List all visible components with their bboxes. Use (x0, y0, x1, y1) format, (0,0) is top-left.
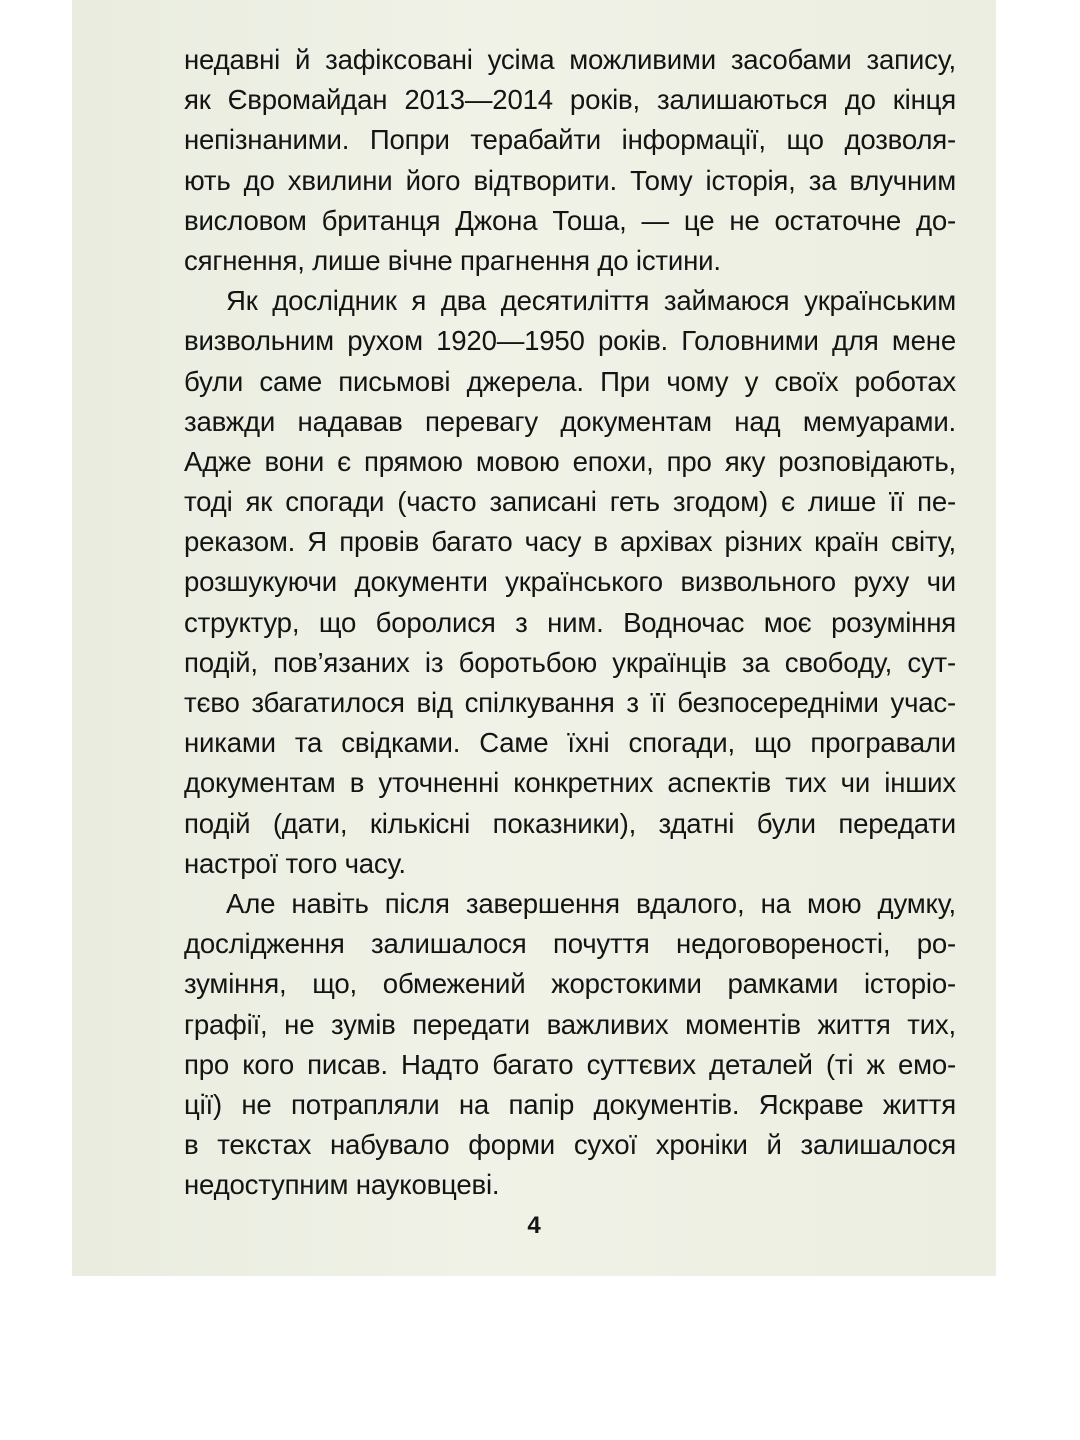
text-line: зуміння, що, обмежений жорстокими рамками історіо- (184, 968, 956, 1000)
text-line: сягнення, лише вічне прагнення до істини. (184, 244, 721, 276)
text-line: подій (дати, кількісні показники), здатні були передати (184, 807, 956, 839)
text-line: непізнаними. Попри терабайти інформації, що дозволя- (184, 124, 956, 156)
text-line: недавні й зафіксовані усіма можливими засобами запису, (184, 44, 956, 75)
paragraph-1 (184, 40, 956, 281)
text-line: тєво збагатилося від спілкування з її безпосередніми учас- (184, 687, 956, 718)
paragraph-2 (184, 281, 956, 884)
page-number: 4 (527, 1212, 541, 1239)
text-line: ції) не потрапляли на папір документів. Яскраве життя (184, 1088, 956, 1120)
text-line: подій, пов’язаних із боротьбою українців за свободу, сут- (184, 646, 956, 678)
text-line: структур, що боролися з ним. Водночас моє розуміння (184, 606, 956, 638)
text-line: Адже вони є прямою мовою епохи, про яку розповідають, (184, 445, 956, 477)
paragraph-3 (184, 884, 956, 1206)
text-line: розшукуючи документи українського визвольного руху чи (184, 566, 956, 598)
text-line: завжди надавав перевагу документам над мемуарами. (184, 405, 956, 437)
text-line: недоступним науковцеві. (184, 1169, 500, 1201)
text-line: графії, не зумів передати важливих моментів життя тих, (184, 1008, 956, 1040)
text-line: в текстах набувало форми сухої хроніки й залишалося (184, 1129, 956, 1161)
body-text (184, 40, 956, 1205)
text-line: були саме письмові джерела. При чому у своїх роботах (184, 365, 956, 397)
text-line: никами та свідками. Саме їхні спогади, що програвали (184, 727, 956, 759)
text-line: дослідження залишалося почуття недоговореності, ро- (184, 928, 956, 960)
text-line: висловом британця Джона Тоша, — це не остаточне до- (184, 204, 956, 236)
text-line: Як дослідник я два десятиліття займаюся українським (226, 285, 956, 317)
text-line: Але навіть після завершення вдалого, на мою думку, (226, 887, 956, 919)
text-line: ють до хвилини його відтворити. Тому історія, за влучним (184, 164, 956, 196)
text-line: тоді як спогади (часто записані геть згодом) є лише її пе- (184, 486, 956, 518)
text-line: настрої того часу. (184, 847, 406, 879)
text-line: про кого писав. Надто багато суттєвих деталей (ті ж емо- (184, 1048, 956, 1080)
book-page (72, 0, 996, 1276)
text-line: визвольним рухом 1920—1950 років. Головними для мене (184, 325, 956, 357)
text-line: документам в уточненні конкретних аспектів тих чи інших (184, 767, 956, 799)
text-line: як Євромайдан 2013—2014 років, залишаються до кінця (184, 84, 956, 116)
text-line: реказом. Я провів багато часу в архівах різних країн світу, (184, 526, 956, 558)
